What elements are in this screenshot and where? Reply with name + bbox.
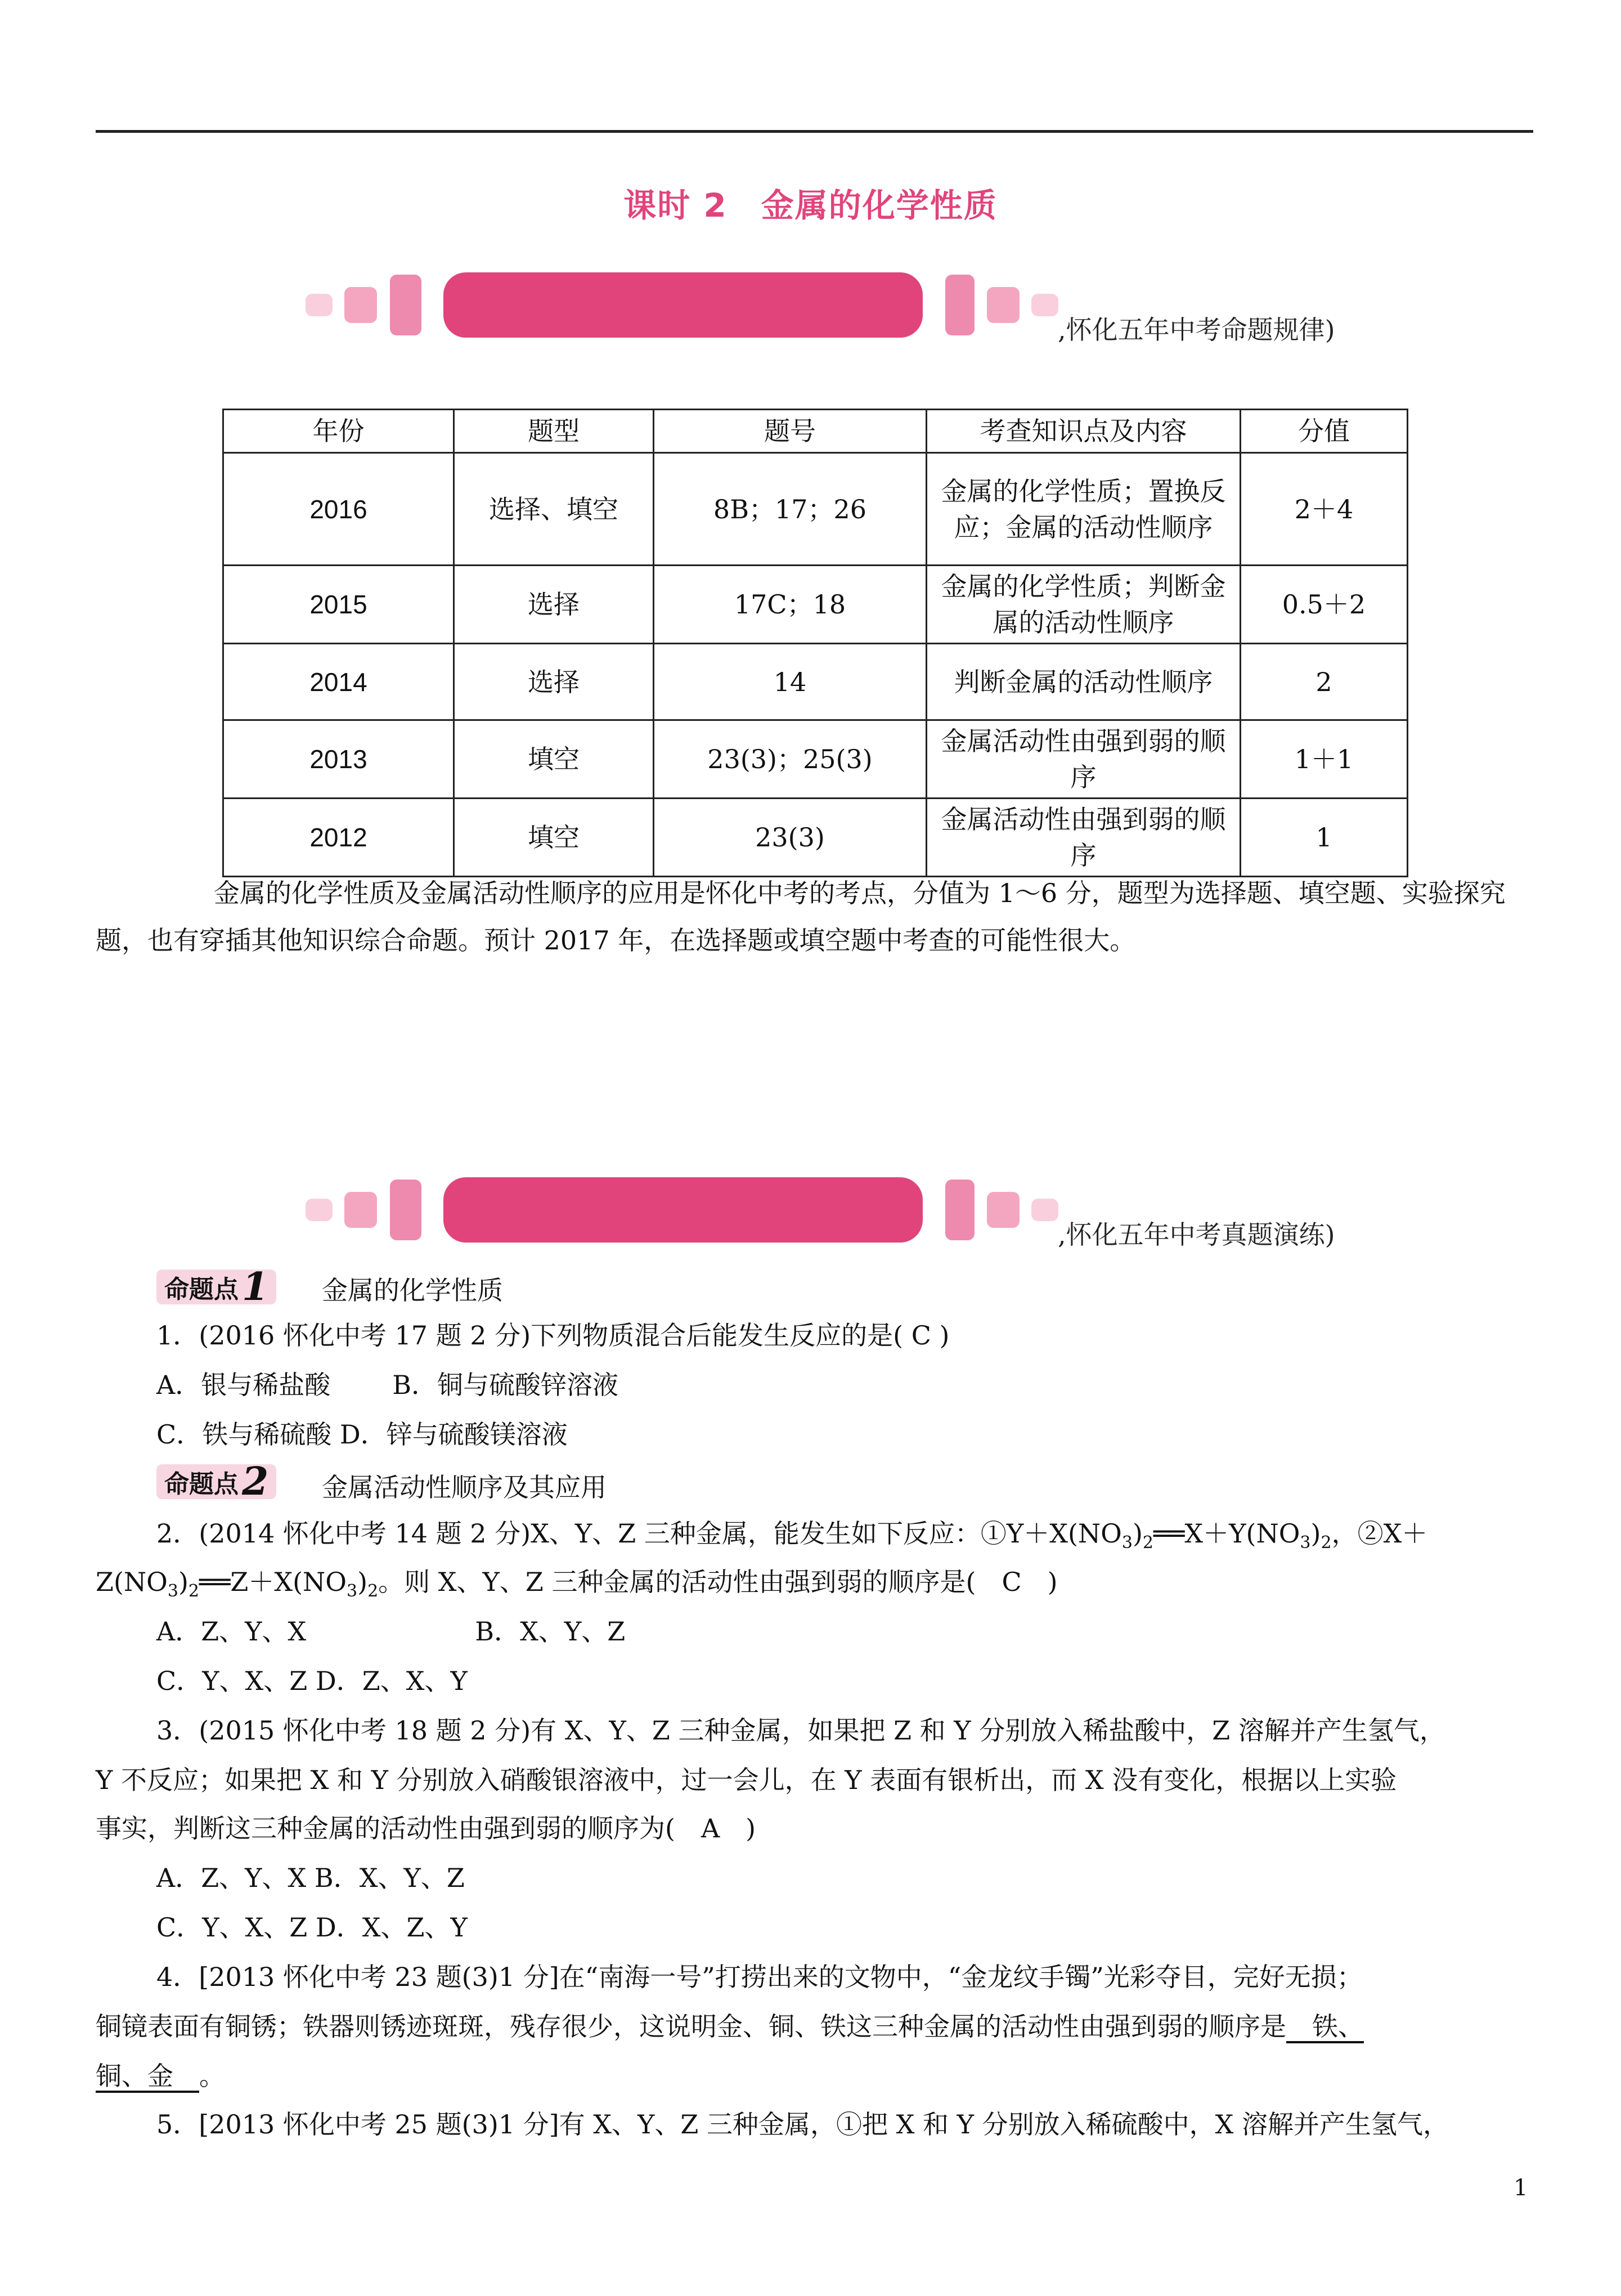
- col-header-nums: 题号: [654, 410, 927, 453]
- q2-text: ): [1310, 1518, 1321, 1549]
- banner-square: [344, 1192, 377, 1228]
- cell-content: 金属的化学性质；置换反应；金属的活动性顺序: [927, 453, 1241, 566]
- q2-text: ): [1132, 1518, 1143, 1549]
- table-row: [223, 720, 1408, 799]
- q4-answer: 铜、金: [96, 2061, 199, 2091]
- banner-square: [390, 275, 421, 335]
- point-label: 命题点: [164, 1275, 239, 1304]
- q2-text: ══Z＋X(NO: [199, 1567, 347, 1597]
- q1-option-a: A．银与稀盐酸: [156, 1370, 331, 1400]
- subscript: 2: [1321, 1533, 1332, 1553]
- q2-text: ，②X＋: [1331, 1518, 1428, 1549]
- q2-text: 2．(2014 怀化中考 14 题 2 分)X、Y、Z 三种金属，能发生如下反应：①Y＋X(NO: [156, 1518, 1122, 1549]
- banner-bar: [443, 1177, 923, 1243]
- q4-text: 。: [199, 2061, 225, 2091]
- q4-line-3: [96, 2059, 225, 2093]
- col-header-type: 题型: [454, 410, 654, 453]
- cell-score: 2＋4: [1241, 453, 1408, 566]
- banner-square: [1031, 294, 1058, 316]
- q3-options-row-2: [156, 1910, 468, 1945]
- q4-line-1: 4．[2013 怀化中考 23 题(3)1 分]在“南海一号”打捞出来的文物中，“金龙纹手镯”光彩夺目，完好无损；: [156, 1962, 1363, 1992]
- cell-score: 2: [1241, 644, 1408, 720]
- table-row: [223, 566, 1408, 644]
- section-banner-2: [0, 1177, 1621, 1250]
- page-title: 课时 2 金属的化学性质: [623, 186, 998, 225]
- cell-score: 1＋1: [1241, 720, 1408, 799]
- cell-nums: 23(3)；25(3): [654, 720, 927, 799]
- q2-text: ): [357, 1567, 368, 1597]
- cell-content: 判断金属的活动性顺序: [927, 644, 1241, 720]
- q1-option-c: C．铁与稀硫酸: [156, 1419, 332, 1450]
- q2-options-row-2: [156, 1663, 468, 1698]
- col-header-content: 考查知识点及内容: [927, 410, 1241, 453]
- table-row: [223, 799, 1408, 877]
- q4-line-2: [96, 2009, 1364, 2044]
- q2-option-c: C．Y、X、Z: [156, 1666, 308, 1696]
- q2-line-2: [96, 1564, 1058, 1609]
- q2-text: Z(NO: [96, 1567, 168, 1597]
- banner-square: [987, 287, 1020, 323]
- table-header-row: [223, 410, 1408, 453]
- table-row: [223, 453, 1408, 566]
- q1-option-b: B．铜与硫酸锌溶液: [392, 1370, 619, 1400]
- section-banner-1: [0, 272, 1621, 346]
- summary-paragraph: 金属的化学性质及金属活动性顺序的应用是怀化中考的考点，分值为 1～6 分，题型为选择题、填空题、实验探究题，也有穿插其他知识综合命题。预计 2017 年，在选择题或填空题中考查的可能性很大。: [96, 878, 1506, 956]
- section-caption: ,怀化五年中考真题演练): [1058, 1219, 1335, 1250]
- cell-type: 选择: [454, 566, 654, 644]
- cell-year: 2015: [223, 566, 454, 644]
- page-number: 1: [1514, 2175, 1528, 2201]
- q2-option-d: D．Z、X、Y: [315, 1666, 468, 1696]
- point-number: 1: [242, 1264, 269, 1310]
- cell-score: 0.5＋2: [1241, 566, 1408, 644]
- subscript: 3: [1121, 1533, 1133, 1553]
- cell-type: 填空: [454, 720, 654, 799]
- banner-square: [945, 275, 975, 335]
- cell-nums: 14: [654, 644, 927, 720]
- banner-square: [945, 1180, 975, 1240]
- banner-square: [987, 1192, 1020, 1228]
- q2-text: ): [178, 1567, 188, 1597]
- q2-options-row-1: [156, 1614, 625, 1649]
- q3-option-d: D．X、Z、Y: [315, 1912, 468, 1943]
- q3-line-2: Y 不反应；如果把 X 和 Y 分别放入硝酸银溶液中，过一会儿，在 Y 表面有银析出，而 X 没有变化，根据以上实验: [96, 1765, 1397, 1795]
- q2-option-b: B．X、Y、Z: [475, 1616, 626, 1647]
- q3-option-a: A．Z、Y、X: [156, 1863, 307, 1893]
- table-row: [223, 644, 1408, 720]
- q2-option-a: A．Z、Y、X: [156, 1616, 307, 1647]
- q2-text: ══X＋Y(NO: [1153, 1518, 1300, 1549]
- q4-text: 铜镜表面有铜锈；铁器则锈迹斑斑，残存很少，这说明金、铜、铁这三种金属的活动性由强到弱的顺序是: [96, 2011, 1286, 2042]
- subscript: 2: [188, 1581, 200, 1602]
- subscript: 3: [167, 1581, 178, 1602]
- cell-content: 金属的化学性质；判断金属的活动性顺序: [927, 566, 1241, 644]
- cell-type: 选择: [454, 644, 654, 720]
- banner-bar: [443, 272, 923, 338]
- cell-nums: 23(3): [654, 799, 927, 877]
- banner-square: [1031, 1199, 1058, 1221]
- cell-type: 选择、填空: [454, 453, 654, 566]
- q1-option-d: D．锌与硫酸镁溶液: [339, 1419, 568, 1450]
- q3-option-b: B．X、Y、Z: [314, 1863, 465, 1893]
- top-rule: [96, 130, 1533, 133]
- q3-options-row-1: [156, 1860, 465, 1895]
- q4-answer: 铁、: [1286, 2011, 1364, 2042]
- point-tag-1: [156, 1264, 276, 1310]
- cell-year: 2012: [223, 799, 454, 877]
- point-title-1: 金属的化学性质: [322, 1275, 503, 1306]
- q3-option-c: C．Y、X、Z: [156, 1912, 308, 1943]
- q5-line-1: 5．[2013 怀化中考 25 题(3)1 分]有 X、Y、Z 三种金属，①把 X 和 Y 分别放入稀硫酸中，X 溶解并产生氢气，: [156, 2109, 1449, 2140]
- q1-options-row-1: [156, 1367, 618, 1402]
- cell-content: 金属活动性由强到弱的顺序: [927, 799, 1241, 877]
- point-tag-2: [156, 1459, 276, 1504]
- point-number: 2: [242, 1459, 269, 1504]
- q1-options-row-2: [156, 1417, 568, 1452]
- banner-square: [344, 287, 377, 323]
- cell-year: 2013: [223, 720, 454, 799]
- point-label: 命题点: [164, 1470, 239, 1499]
- col-header-year: 年份: [223, 410, 454, 453]
- cell-year: 2016: [223, 453, 454, 566]
- cell-nums: 17C；18: [654, 566, 927, 644]
- subscript: 3: [1300, 1533, 1311, 1553]
- subscript: 2: [367, 1581, 379, 1602]
- cell-year: 2014: [223, 644, 454, 720]
- q2-text: 。则 X、Y、Z 三种金属的活动性由强到弱的顺序是( C ): [378, 1567, 1058, 1597]
- cell-type: 填空: [454, 799, 654, 877]
- q3-line-1: 3．(2015 怀化中考 18 题 2 分)有 X、Y、Z 三种金属，如果把 Z 和 Y 分别放入稀盐酸中，Z 溶解并产生氢气，: [156, 1715, 1445, 1746]
- banner-square: [306, 294, 333, 316]
- cell-nums: 8B；17；26: [654, 453, 927, 566]
- subscript: 2: [1142, 1533, 1153, 1553]
- cell-content: 金属活动性由强到弱的顺序: [927, 720, 1241, 799]
- col-header-score: 分值: [1241, 410, 1408, 453]
- q1-stem: 1．(2016 怀化中考 17 题 2 分)下列物质混合后能发生反应的是( C ): [156, 1320, 950, 1351]
- exam-info-table: [222, 409, 1408, 877]
- cell-score: 1: [1241, 799, 1408, 877]
- q3-line-3: 事实，判断这三种金属的活动性由强到弱的顺序为( A ): [96, 1813, 756, 1844]
- section-caption: ,怀化五年中考命题规律): [1058, 315, 1335, 345]
- q2-line-1: [156, 1516, 1427, 1560]
- banner-square: [390, 1180, 421, 1240]
- subscript: 3: [347, 1581, 358, 1602]
- banner-square: [306, 1199, 333, 1221]
- point-title-2: 金属活动性顺序及其应用: [322, 1472, 607, 1503]
